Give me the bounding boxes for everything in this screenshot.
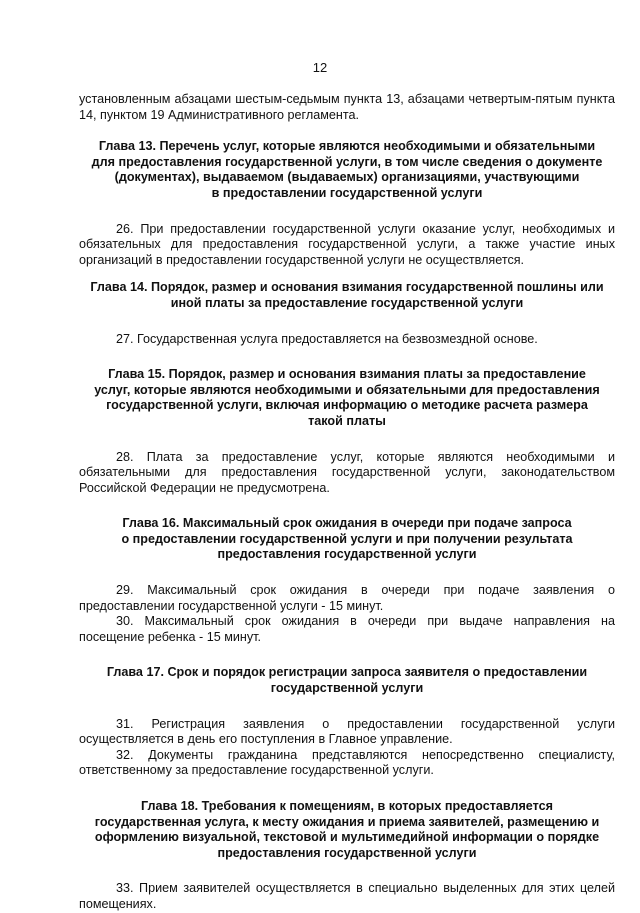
chapter-14-heading: Глава 14. Порядок, размер и основания взимания государственной пошлины или иной платы за предоставление государственной услуги: [90, 280, 604, 310]
page-number: 12: [312, 60, 328, 75]
chapter-17-heading: Глава 17. Срок и порядок регистрации запроса заявителя о предоставлении государственной услуги: [106, 665, 588, 696]
paragraph-31: 31. Регистрация заявления о предоставлении государственной услуги осуществляется в день его поступления в Главное управление.: [79, 716, 615, 747]
paragraph-33: 33. Прием заявителей осуществляется в специально выделенных для этих целей помещениях.: [79, 881, 615, 911]
paragraph-32: 32. Документы гражданина представляются непосредственно специалисту, ответственному за предоставление государственной услуги.: [79, 747, 615, 778]
intro-paragraph: установленным абзацами шестым-седьмым пункта 13, абзацами четвертым-пятым пункта 14, пунктом 19 Административного регламента.: [79, 92, 615, 122]
paragraph-28: 28. Плата за предоставление услуг, которые являются необходимыми и обязательными для предоставления государственной услуги, законодательством Российской Федерации не предусмотрена.: [79, 449, 615, 495]
paragraph-30: 30. Максимальный срок ожидания в очереди при выдаче направления на посещение ребенка - 15 минут.: [79, 614, 615, 644]
paragraph-27: 27. Государственная услуга предоставляется на безвозмездной основе.: [116, 331, 538, 346]
chapter-13-heading: Глава 13. Перечень услуг, которые являются необходимыми и обязательными для предоставления государственной услуги, в том числе сведения о документе (документах), выдаваемом (выдаваемых) организациями, участвующими в предоставлении государственной услуги: [91, 139, 603, 200]
chapter-15-heading: Глава 15. Порядок, размер и основания взимания платы за предоставление услуг, которые являются необходимыми и обязательными для предоставления государственной услуги, включая информацию о методике расчета размера такой платы: [94, 367, 600, 428]
chapter-18-heading: Глава 18. Требования к помещениям, в которых предоставляется государственная услуга, к месту ожидания и приема заявителей, размещению и оформлению визуальной, текстовой и мультимедийной информации о порядке предоставления государственной услуги: [94, 799, 600, 860]
chapter-16-heading: Глава 16. Максимальный срок ожидания в очереди при подаче запроса о предоставлении государственной услуги и при получении результата предоставления государственной услуги: [121, 516, 573, 562]
paragraph-29: 29. Максимальный срок ожидания в очереди при подаче заявления о предоставлении государственной услуги - 15 минут.: [79, 583, 615, 613]
paragraph-26: 26. При предоставлении государственной услуги оказание услуг, необходимых и обязательных для предоставления государственной услуги, а также участие иных организаций в предоставлении государственной услуги не осуществляется.: [79, 221, 615, 267]
document-body: [79, 92, 615, 913]
